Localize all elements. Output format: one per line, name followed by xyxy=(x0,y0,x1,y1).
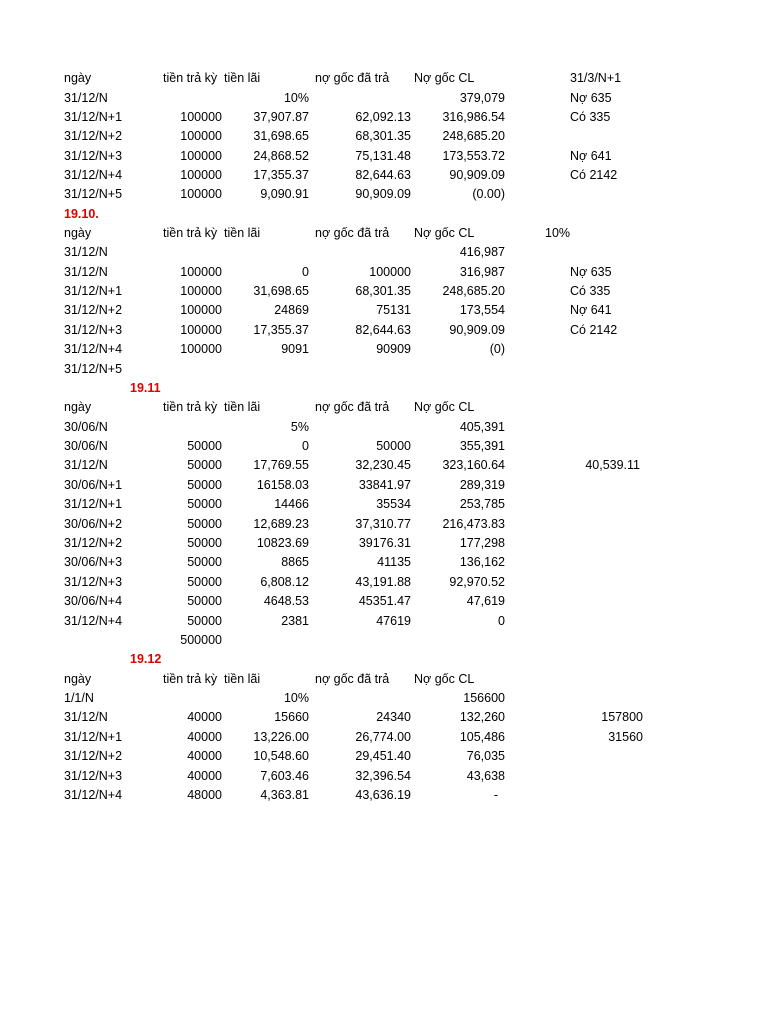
cell-interest[interactable]: 17,355.37 xyxy=(253,168,309,182)
cell-no-goc-cl[interactable]: 248,685.20 xyxy=(442,284,505,298)
cell-interest[interactable]: 14466 xyxy=(274,497,309,511)
cell-principal[interactable]: 68,301.35 xyxy=(355,284,411,298)
cell-no-goc-cl[interactable]: 136,162 xyxy=(459,555,505,569)
cell-principal[interactable]: 41135 xyxy=(377,555,411,569)
cell-date[interactable]: 30/06/N+3 xyxy=(64,555,123,569)
cell-interest[interactable]: 8865 xyxy=(281,555,309,569)
header-row xyxy=(0,69,768,88)
table-row xyxy=(0,166,768,185)
cell-side[interactable]: Có 335 xyxy=(570,284,611,298)
cell-no-goc-cl[interactable]: 379,079 xyxy=(459,91,505,105)
cell-principal[interactable]: 24340 xyxy=(376,710,411,724)
cell-no-goc-cl[interactable]: - xyxy=(493,788,498,802)
table-row xyxy=(0,476,768,495)
cell-interest[interactable]: 37,907.87 xyxy=(253,110,309,124)
cell-date[interactable]: 31/12/N+1 xyxy=(64,497,123,511)
cell-date[interactable]: 30/06/N xyxy=(64,420,108,434)
header-no-goc-cl[interactable]: Nợ gốc CL xyxy=(414,672,475,686)
cell-side[interactable]: 40,539.11 xyxy=(585,458,640,472)
cell-total-pay[interactable]: 500000 xyxy=(180,633,222,647)
cell-interest[interactable]: 31,698.65 xyxy=(253,284,309,298)
cell-no-goc-cl[interactable]: 248,685.20 xyxy=(442,129,505,143)
cell-interest[interactable]: 9091 xyxy=(281,342,309,356)
header-tien-tra-ky[interactable]: tiền trả kỳ xyxy=(163,71,218,85)
cell-interest[interactable]: 4648.53 xyxy=(263,594,309,608)
cell-side[interactable]: 157800 xyxy=(601,710,643,724)
cell-interest[interactable]: 6,808.12 xyxy=(260,575,309,589)
table-row xyxy=(0,185,768,204)
cell-date[interactable]: 31/12/N xyxy=(64,265,108,279)
cell-principal[interactable]: 29,451.40 xyxy=(355,749,411,763)
cell-principal[interactable]: 26,774.00 xyxy=(355,730,411,744)
table-row xyxy=(0,495,768,514)
cell-pay[interactable]: 40000 xyxy=(187,730,222,744)
cell-date[interactable]: 31/12/N+1 xyxy=(64,730,123,744)
cell-no-goc-cl[interactable]: 92,970.52 xyxy=(449,575,505,589)
cell-side[interactable]: Có 2142 xyxy=(570,323,618,337)
cell-side[interactable]: Nợ 641 xyxy=(570,303,612,317)
cell-pay[interactable]: 100000 xyxy=(180,342,222,356)
cell-principal[interactable]: 82,644.63 xyxy=(355,168,411,182)
cell-principal[interactable]: 82,644.63 xyxy=(355,323,411,337)
cell-no-goc-cl[interactable]: 323,160.64 xyxy=(442,458,505,472)
header-tien-lai[interactable]: tiền lãi xyxy=(224,672,261,686)
cell-date[interactable]: 30/06/N+4 xyxy=(64,594,123,608)
cell-pay[interactable]: 100000 xyxy=(180,303,222,317)
cell-interest[interactable]: 2381 xyxy=(281,614,309,628)
cell-date[interactable]: 31/12/N+4 xyxy=(64,614,123,628)
cell-no-goc-cl[interactable]: 132,260 xyxy=(459,710,505,724)
cell-date[interactable]: 31/12/N xyxy=(64,458,108,472)
cell-no-goc-cl[interactable]: 355,391 xyxy=(459,439,505,453)
cell-no-goc-cl[interactable]: 90,909.09 xyxy=(449,323,505,337)
table-row xyxy=(0,340,768,359)
cell-pay[interactable]: 50000 xyxy=(187,458,222,472)
table-row xyxy=(0,767,768,786)
cell-interest[interactable]: 4,363.81 xyxy=(260,788,309,802)
cell-pay[interactable]: 40000 xyxy=(187,749,222,763)
table-row xyxy=(0,592,768,611)
cell-principal[interactable]: 75131 xyxy=(376,303,411,317)
cell-date[interactable]: 31/12/N+3 xyxy=(64,323,123,337)
header-no-goc-cl[interactable]: Nợ gốc CL xyxy=(414,71,475,85)
table-row xyxy=(0,708,768,727)
cell-pay[interactable]: 50000 xyxy=(187,555,222,569)
cell-date[interactable]: 31/12/N+5 xyxy=(64,187,123,201)
header-row xyxy=(0,398,768,417)
cell-principal[interactable]: 32,396.54 xyxy=(355,769,411,783)
cell-interest[interactable]: 16158.03 xyxy=(256,478,309,492)
cell-date[interactable]: 31/12/N xyxy=(64,91,108,105)
cell-date[interactable]: 30/06/N+2 xyxy=(64,517,123,531)
cell-side[interactable]: Nợ 641 xyxy=(570,149,612,163)
section-title-19-10[interactable]: 19.10. xyxy=(64,207,99,221)
cell-interest[interactable]: 10,548.60 xyxy=(253,749,309,763)
cell-pay[interactable]: 100000 xyxy=(180,187,222,201)
cell-no-goc-cl[interactable]: 47,619 xyxy=(466,594,505,608)
cell-principal[interactable]: 39176.31 xyxy=(358,536,411,550)
cell-principal[interactable]: 43,191.88 xyxy=(355,575,411,589)
cell-pay[interactable]: 100000 xyxy=(180,149,222,163)
cell-no-goc-cl[interactable]: 156600 xyxy=(463,691,505,705)
rate-row xyxy=(0,89,768,108)
cell-date[interactable]: 1/1/N xyxy=(64,691,94,705)
cell-date[interactable]: 31/12/N+4 xyxy=(64,342,123,356)
cell-no-goc-cl[interactable]: 90,909.09 xyxy=(449,168,505,182)
cell-interest[interactable]: 24,868.52 xyxy=(253,149,309,163)
cell-date[interactable]: 31/12/N+1 xyxy=(64,284,123,298)
cell-interest[interactable]: 13,226.00 xyxy=(253,730,309,744)
table-row xyxy=(0,612,768,631)
cell-side[interactable]: Nợ 635 xyxy=(570,91,612,105)
cell-no-goc-cl[interactable]: 43,638 xyxy=(466,769,505,783)
cell-date[interactable]: 31/12/N+3 xyxy=(64,575,123,589)
table-row xyxy=(0,360,768,379)
header-tien-lai[interactable]: tiền lãi xyxy=(224,400,261,414)
cell-interest[interactable]: 17,769.55 xyxy=(253,458,309,472)
cell-rate[interactable]: 10% xyxy=(283,91,309,105)
table-row xyxy=(0,108,768,127)
rate-row xyxy=(0,689,768,708)
cell-date[interactable]: 31/12/N+5 xyxy=(64,362,123,376)
cell-no-goc-cl[interactable]: 253,785 xyxy=(459,497,505,511)
cell-pay[interactable]: 100000 xyxy=(180,265,222,279)
cell-pay[interactable]: 100000 xyxy=(180,110,222,124)
cell-no-goc-cl[interactable]: 289,319 xyxy=(459,478,505,492)
table-row xyxy=(0,728,768,747)
cell-pay[interactable]: 40000 xyxy=(187,769,222,783)
cell-side[interactable]: 31560 xyxy=(608,730,643,744)
cell-no-goc-cl[interactable]: 316,987 xyxy=(459,265,505,279)
cell-principal[interactable]: 35534 xyxy=(376,497,411,511)
header-ngay[interactable]: ngày xyxy=(64,672,92,686)
table-row xyxy=(0,321,768,340)
cell-principal[interactable]: 100000 xyxy=(369,265,411,279)
header-ngay[interactable]: ngày xyxy=(64,226,92,240)
cell-principal[interactable]: 62,092.13 xyxy=(355,110,411,124)
side-header[interactable]: 31/3/N+1 xyxy=(570,71,622,85)
table-row xyxy=(0,553,768,572)
table-row xyxy=(0,515,768,534)
cell-principal[interactable]: 90,909.09 xyxy=(355,187,411,201)
cell-interest[interactable]: 0 xyxy=(302,439,309,453)
cell-interest[interactable]: 9,090.91 xyxy=(260,187,309,201)
cell-date[interactable]: 31/12/N+2 xyxy=(64,536,123,550)
cell-principal[interactable]: 47619 xyxy=(376,614,411,628)
cell-pay[interactable]: 100000 xyxy=(180,323,222,337)
cell-pay[interactable]: 50000 xyxy=(187,594,222,608)
cell-date[interactable]: 30/06/N xyxy=(64,439,108,453)
header-no-goc-da-tra[interactable]: nợ gốc đã trả xyxy=(315,400,390,414)
cell-principal[interactable]: 33841.97 xyxy=(358,478,411,492)
cell-rate[interactable]: 10% xyxy=(283,691,309,705)
cell-no-goc-cl[interactable]: 416,987 xyxy=(459,245,505,259)
cell-no-goc-cl[interactable]: 177,298 xyxy=(459,536,505,550)
cell-pay[interactable]: 50000 xyxy=(187,575,222,589)
header-tien-tra-ky[interactable]: tiền trả kỳ xyxy=(163,672,218,686)
cell-no-goc-cl[interactable]: 216,473.83 xyxy=(442,517,505,531)
cell-no-goc-cl[interactable]: (0.00) xyxy=(472,187,505,201)
cell-side[interactable]: Nợ 635 xyxy=(570,265,612,279)
cell-pay[interactable]: 48000 xyxy=(187,788,222,802)
header-no-goc-da-tra[interactable]: nợ gốc đã trả xyxy=(315,71,390,85)
total-row xyxy=(0,631,768,650)
cell-principal[interactable]: 90909 xyxy=(376,342,411,356)
table-row xyxy=(0,243,768,262)
cell-interest[interactable]: 24869 xyxy=(274,303,309,317)
cell-pay[interactable]: 50000 xyxy=(187,517,222,531)
cell-no-goc-cl[interactable]: 105,486 xyxy=(459,730,505,744)
rate-row xyxy=(0,418,768,437)
cell-pay[interactable]: 50000 xyxy=(187,478,222,492)
table-row xyxy=(0,282,768,301)
table-row xyxy=(0,263,768,282)
cell-date[interactable]: 31/12/N xyxy=(64,245,108,259)
cell-pay[interactable]: 50000 xyxy=(187,439,222,453)
cell-side[interactable]: Có 2142 xyxy=(570,168,618,182)
section-title-row xyxy=(0,205,768,224)
cell-principal[interactable]: 50000 xyxy=(376,439,411,453)
cell-rate[interactable]: 10% xyxy=(545,226,571,240)
header-tien-tra-ky[interactable]: tiền trả kỳ xyxy=(163,400,218,414)
table-row xyxy=(0,456,768,475)
cell-interest[interactable]: 31,698.65 xyxy=(253,129,309,143)
cell-date[interactable]: 31/12/N+3 xyxy=(64,149,123,163)
cell-pay[interactable]: 100000 xyxy=(180,284,222,298)
section-title-19-11[interactable]: 19.11 xyxy=(130,381,161,395)
cell-side[interactable]: Có 335 xyxy=(570,110,611,124)
cell-no-goc-cl[interactable]: 405,391 xyxy=(459,420,505,434)
cell-pay[interactable]: 50000 xyxy=(187,497,222,511)
header-no-goc-cl[interactable]: Nợ gốc CL xyxy=(414,226,475,240)
table-row xyxy=(0,747,768,766)
table-row xyxy=(0,534,768,553)
cell-principal[interactable]: 37,310.77 xyxy=(355,517,411,531)
cell-interest[interactable]: 7,603.46 xyxy=(260,769,309,783)
header-tien-lai[interactable]: tiền lãi xyxy=(224,226,261,240)
cell-no-goc-cl[interactable]: 316,986.54 xyxy=(442,110,505,124)
cell-no-goc-cl[interactable]: 173,554 xyxy=(459,303,505,317)
table-row xyxy=(0,127,768,146)
cell-date[interactable]: 31/12/N+3 xyxy=(64,769,123,783)
cell-principal[interactable]: 32,230.45 xyxy=(355,458,411,472)
cell-principal[interactable]: 75,131.48 xyxy=(355,149,411,163)
header-tien-tra-ky[interactable]: tiền trả kỳ xyxy=(163,226,218,240)
header-row xyxy=(0,670,768,689)
header-no-goc-da-tra[interactable]: nợ gốc đã trả xyxy=(315,672,390,686)
cell-principal[interactable]: 45351.47 xyxy=(358,594,411,608)
cell-pay[interactable]: 40000 xyxy=(187,710,222,724)
cell-date[interactable]: 31/12/N+2 xyxy=(64,129,123,143)
header-no-goc-da-tra[interactable]: nợ gốc đã trả xyxy=(315,226,390,240)
cell-date[interactable]: 31/12/N xyxy=(64,710,108,724)
table-row xyxy=(0,301,768,320)
cell-no-goc-cl[interactable]: 76,035 xyxy=(466,749,505,763)
cell-interest[interactable]: 12,689.23 xyxy=(253,517,309,531)
cell-date[interactable]: 31/12/N+4 xyxy=(64,168,123,182)
header-no-goc-cl[interactable]: Nợ gốc CL xyxy=(414,400,475,414)
cell-date[interactable]: 31/12/N+4 xyxy=(64,788,123,802)
cell-principal[interactable]: 43,636.19 xyxy=(355,788,411,802)
section-title-row xyxy=(0,379,768,398)
table-row xyxy=(0,786,768,805)
header-tien-lai[interactable]: tiền lãi xyxy=(224,71,261,85)
cell-date[interactable]: 30/06/N+1 xyxy=(64,478,123,492)
table-row xyxy=(0,437,768,456)
cell-pay[interactable]: 50000 xyxy=(187,614,222,628)
cell-pay[interactable]: 100000 xyxy=(180,129,222,143)
cell-rate[interactable]: 5% xyxy=(290,420,309,434)
cell-interest[interactable]: 15660 xyxy=(274,710,309,724)
section-title-row xyxy=(0,650,768,669)
header-ngay[interactable]: ngày xyxy=(64,400,92,414)
cell-date[interactable]: 31/12/N+2 xyxy=(64,303,123,317)
cell-no-goc-cl[interactable]: 0 xyxy=(498,614,505,628)
cell-pay[interactable]: 100000 xyxy=(180,168,222,182)
header-ngay[interactable]: ngày xyxy=(64,71,92,85)
cell-pay[interactable]: 50000 xyxy=(187,536,222,550)
cell-date[interactable]: 31/12/N+1 xyxy=(64,110,123,124)
cell-principal[interactable]: 68,301.35 xyxy=(355,129,411,143)
cell-interest[interactable]: 10823.69 xyxy=(256,536,309,550)
section-title-19-12[interactable]: 19.12 xyxy=(130,652,162,666)
cell-no-goc-cl[interactable]: 173,553.72 xyxy=(442,149,505,163)
table-row xyxy=(0,573,768,592)
cell-interest[interactable]: 0 xyxy=(302,265,309,279)
table-row xyxy=(0,147,768,166)
cell-interest[interactable]: 17,355.37 xyxy=(253,323,309,337)
header-row xyxy=(0,224,768,243)
cell-date[interactable]: 31/12/N+2 xyxy=(64,749,123,763)
cell-no-goc-cl[interactable]: (0) xyxy=(489,342,505,356)
